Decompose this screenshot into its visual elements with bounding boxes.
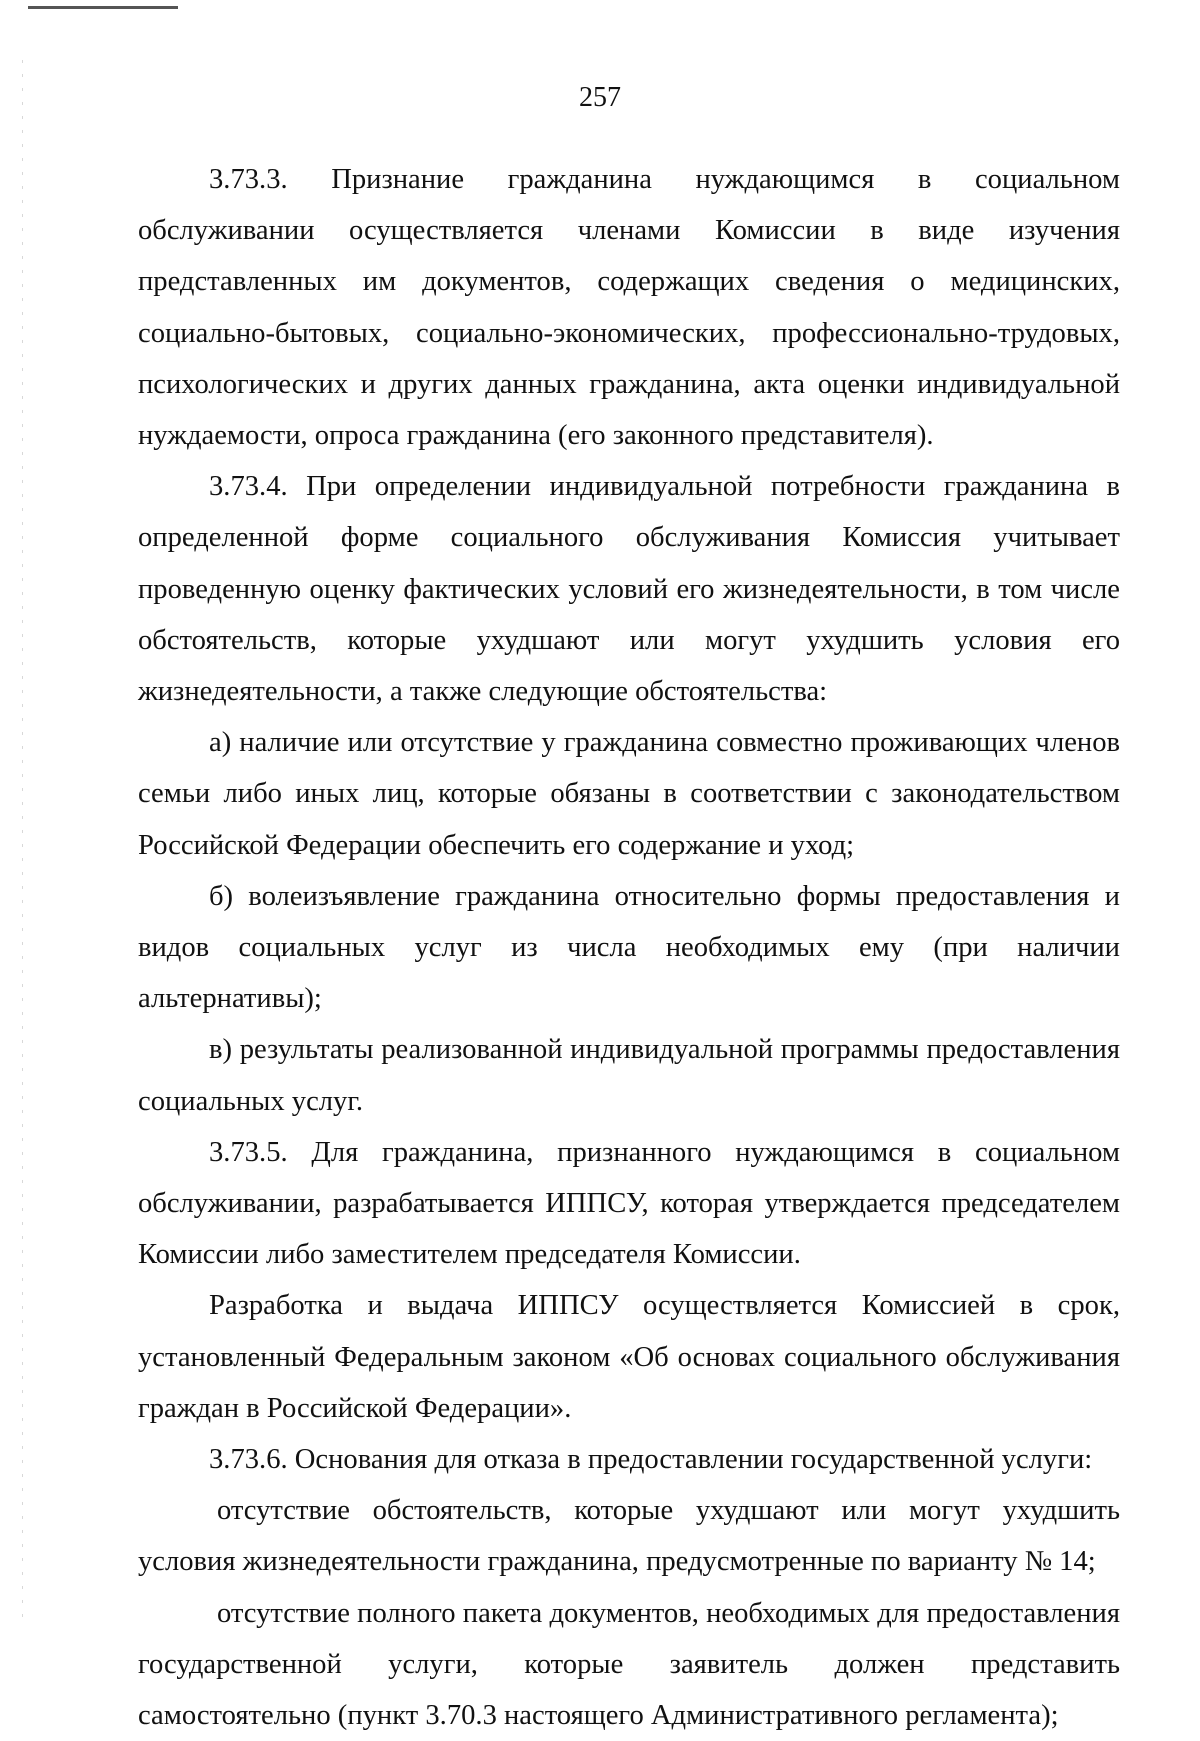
document-body bbox=[138, 154, 1120, 1741]
paragraph-3-73-5: 3.73.5. Для гражданина, признанного нуждающимся в социальном обслуживании, разрабатывается ИППСУ, которая утверждается председателем Комиссии либо заместителем председателя Комиссии. bbox=[138, 1136, 1120, 1271]
paragraph-3-73-4: 3.73.4. При определении индивидуальной потребности гражданина в определенной форме социального обслуживания Комиссия учитывает проведенную оценку фактических условий его жизнедеятельности, в том числе обстоятельств, которые ухудшают или могут ухудшить условия его жизнедеятельности, а также следующие обстоятельства: bbox=[138, 471, 1120, 708]
page-number: 257 bbox=[579, 82, 621, 113]
paragraph-3-73-3: 3.73.3. Признание гражданина нуждающимся в социальном обслуживании осуществляется членами Комиссии в виде изучения представленных им документов, содержащих сведения о медицинских, социально-бытовых, социально-экономических, профессионально-трудовых, психологических и других данных гражданина, акта оценки индивидуальной нуждаемости, опроса гражданина (его законного представителя). bbox=[138, 164, 1120, 452]
refusal-ground-2: отсутствие полного пакета документов, необходимых для предоставления государственной услуги, которые заявитель должен представить самостоятельно (пункт 3.70.3 настоящего Административного регламента); bbox=[138, 1597, 1120, 1732]
paragraph-development-term: Разработка и выдача ИППСУ осуществляется Комиссией в срок, установленный Федеральным законом «Об основах социального обслуживания граждан в Российской Федерации». bbox=[138, 1290, 1120, 1424]
refusal-ground-1: отсутствие обстоятельств, которые ухудшают или могут ухудшить условия жизнедеятельности гражданина, предусмотренные по варианту № 14; bbox=[138, 1495, 1120, 1578]
top-edge-rule bbox=[28, 6, 178, 9]
paragraph-3-73-6: 3.73.6. Основания для отказа в предоставлении государственной услуги: bbox=[209, 1444, 1093, 1476]
list-item-b: б) волеизъявление гражданина относительно формы предоставления и видов социальных услуг из числа необходимых ему (при наличии альтернативы); bbox=[138, 880, 1120, 1015]
scan-margin-marks bbox=[22, 60, 23, 1620]
list-item-a: а) наличие или отсутствие у гражданина совместно проживающих членов семьи либо иных лиц, которые обязаны в соответствии с законодательством Российской Федерации обеспечить его содержание и уход; bbox=[138, 727, 1120, 861]
list-item-v: в) результаты реализованной индивидуальной программы предоставления социальных услуг. bbox=[138, 1034, 1120, 1117]
